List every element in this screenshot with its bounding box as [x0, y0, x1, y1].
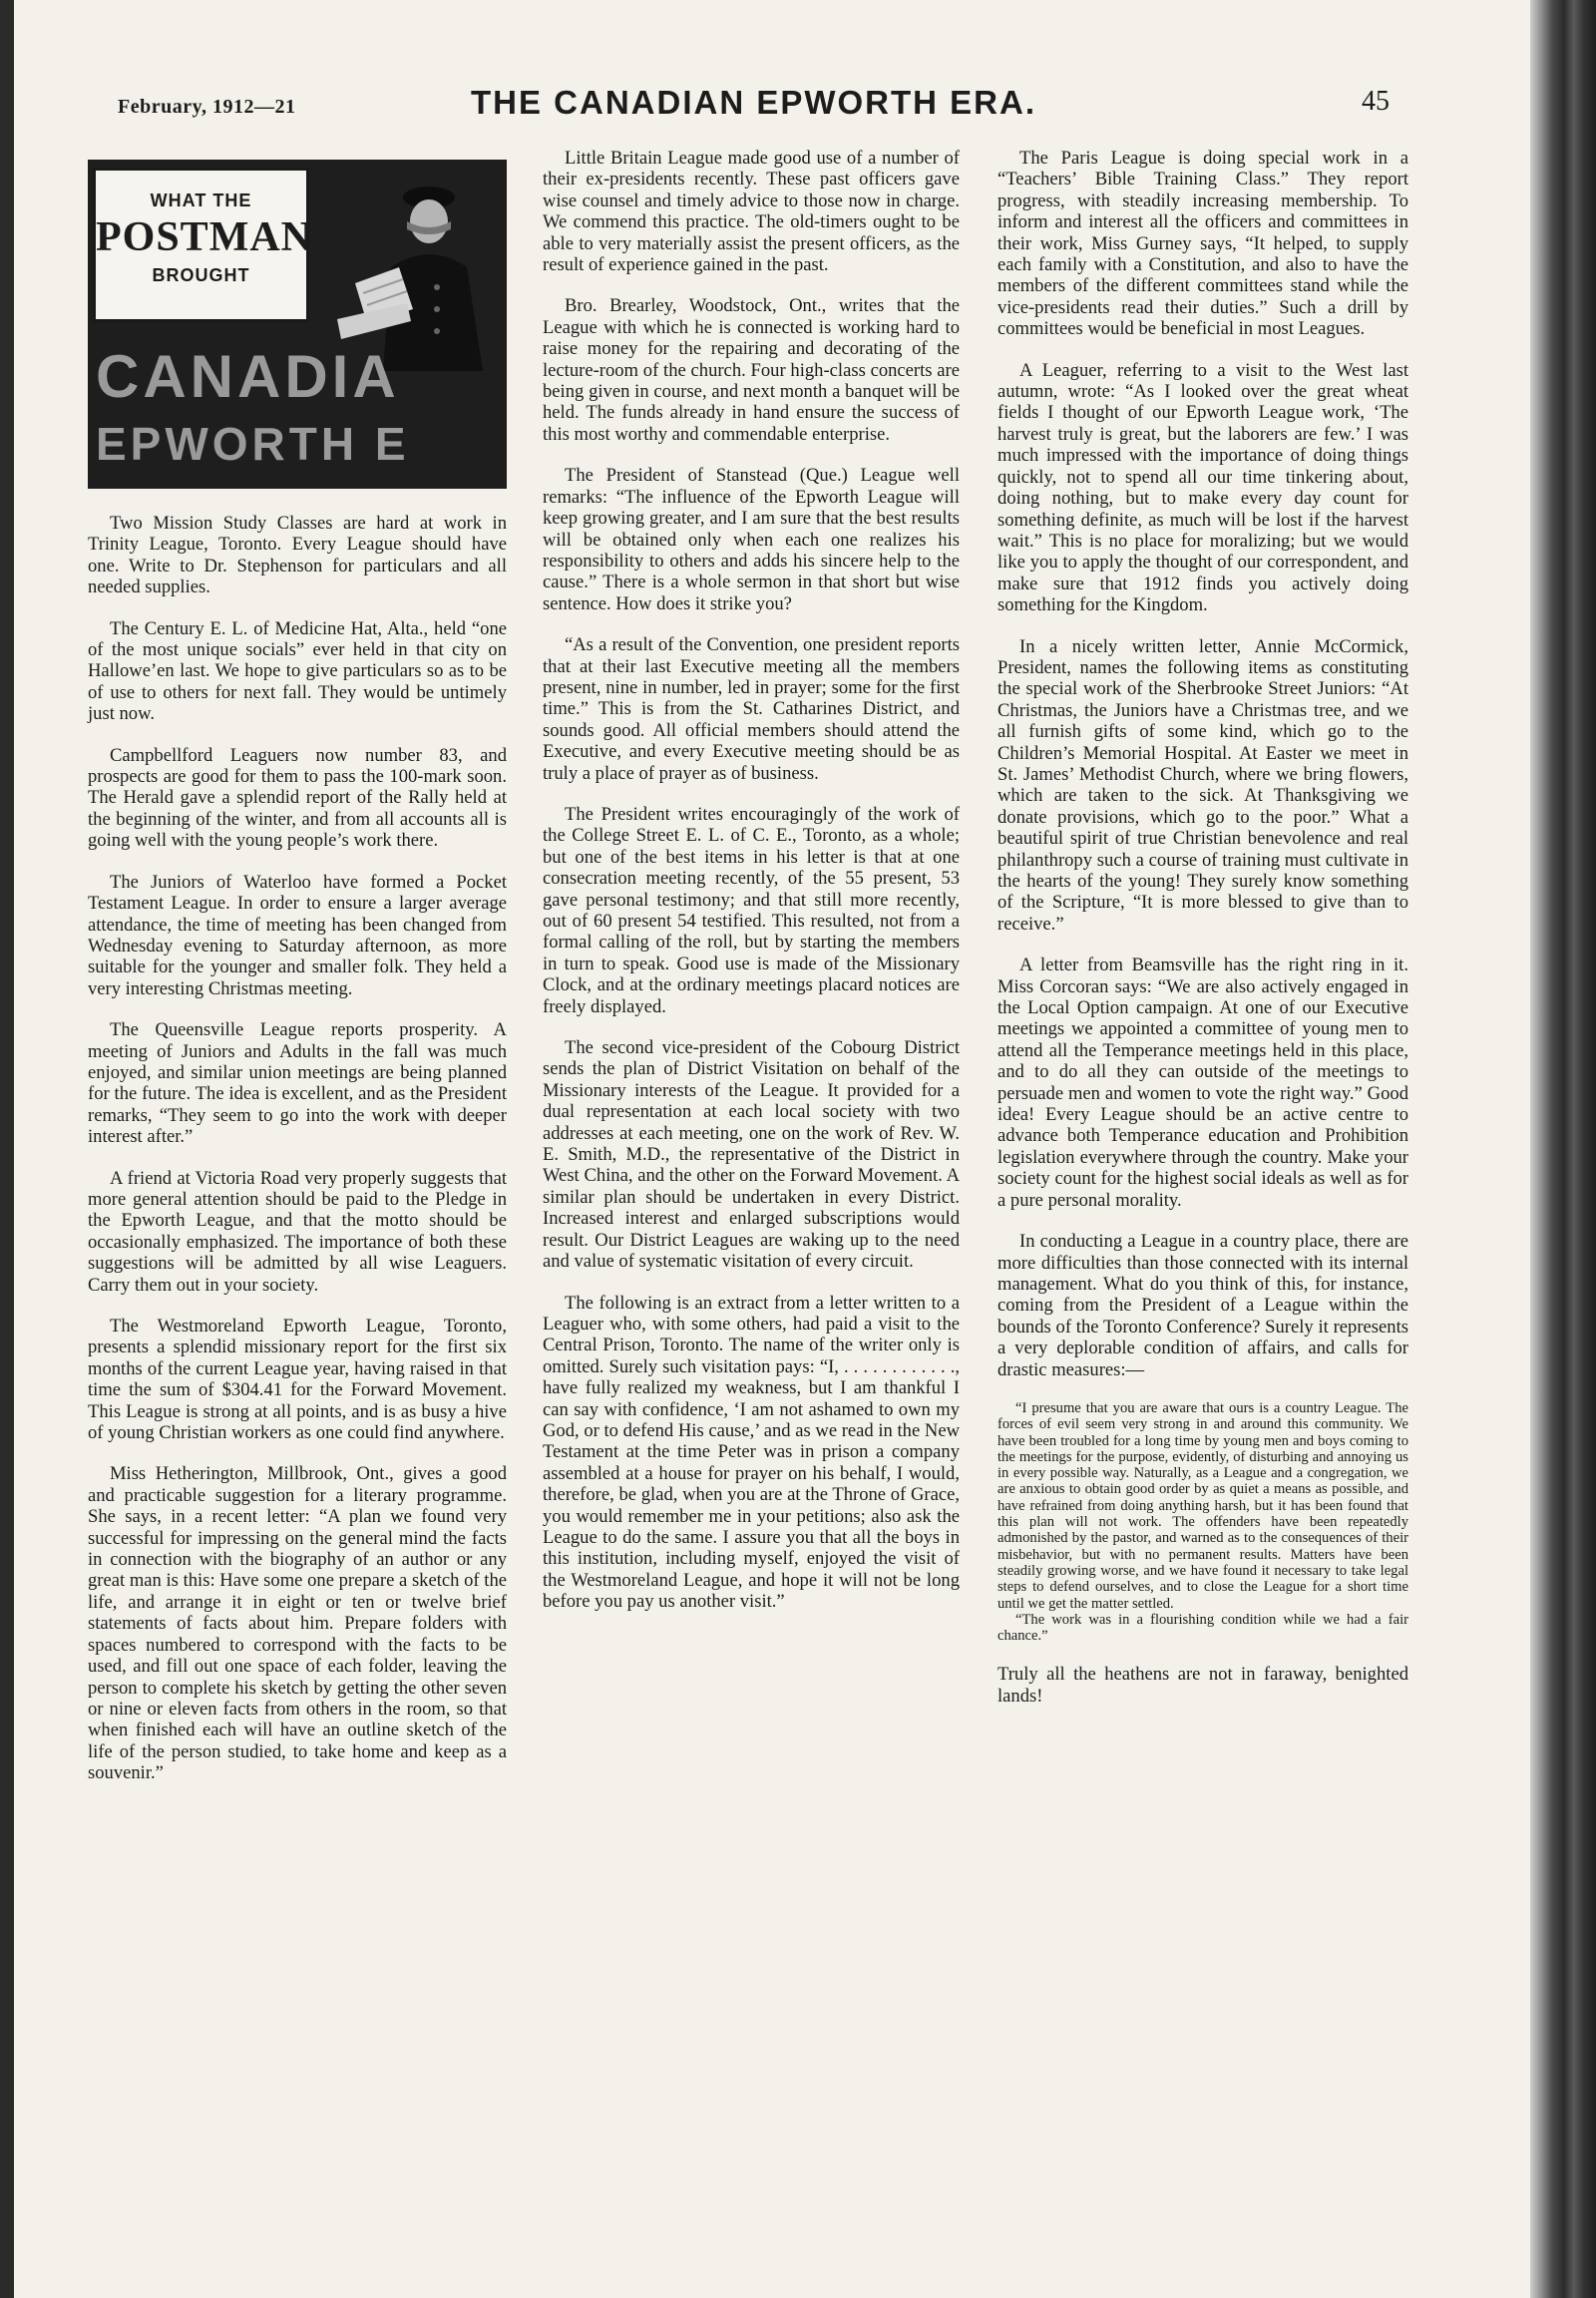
article-paragraph: Campbellford Leaguers now number 83, and prospects are good for them to pass the 100-mark soon. The Herald gave a splendid report of the Rally held at the beginning of the winter, and from all accounts all is going well with the young people’s work there.	[88, 744, 507, 852]
postman-figure-icon	[337, 172, 487, 371]
column-1	[88, 513, 507, 1804]
page-number: 45	[1362, 86, 1390, 117]
article-paragraph: The second vice-president of the Cobourg District sends the plan of District Visitation on behalf of the Missionary interests of the League. It provided for a dual representation at each local society with two addresses at each meeting, one on the work of Rev. W. E. Smith, M.D., the representative of the District in West China, and the other on the Forward Movement. A similar plan should be undertaken in every District. Increased interest and enlarged subscriptions would result. Our District Leagues are waking up to the need and value of systematic visitation of every circuit.	[543, 1037, 960, 1273]
article-paragraph: The following is an extract from a letter written to a Leaguer who, with some others, had paid a visit to the Central Prison, Toronto. The name of the writer only is omitted. Surely such visitation pays: “I, . . . . . . . . . . . ., have fully realized my weakness, but I am thankful I can say with confidence, ‘I am not ashamed to own my God, or to defend His cause,’ and as we read in the New Testament at the time Peter was in prison a company assembled at a house for prayer on his behalf, I would, therefore, be glad, when you are at the Throne of Grace, you would remember me in your petitions; also ask the League to do the same. I assure you that all the boys in this institution, including myself, enjoyed the visit of the Westmoreland League, and hope it will not be long before you pay us another visit.”	[543, 1292, 960, 1613]
article-paragraph: Bro. Brearley, Woodstock, Ont., writes that the League with which he is connected is working hard to raise money for the repairing and decorating of the lecture-room of the church. Four high-class concerts are being given in course, and next month a banquet will be held. The funds already in hand ensure the success of this most worthy and commendable enterprise.	[543, 295, 960, 445]
article-paragraph: Little Britain League made good use of a number of their ex-presidents recently. These past officers gave wise counsel and timely advice to those now in charge. We commend this practice. The old-timers ought to be able to very materially assist the present officers, as the result of experience gained in the past.	[543, 148, 960, 276]
article-paragraph: The Queensville League reports prosperity. A meeting of Juniors and Adults in the fall was much enjoyed, and similar union meetings are being planned for the future. The idea is excellent, and as the President remarks, “They seem to go into the work with deeper interest after.”	[88, 1019, 507, 1148]
article-paragraph: The President of Stanstead (Que.) League well remarks: “The influence of the Epworth League will keep growing greater, and I am sure that the best results will be obtained only when each one realizes his responsibility to others and adds his sincere help to the cause.” There is a whole sermon in that short but wise sentence. How does it strike you?	[543, 465, 960, 614]
article-paragraph: The Juniors of Waterloo have formed a Pocket Testament League. In order to ensure a larger average attendance, the time of meeting has been changed from Wednesday evening to Saturday afternoon, as more suitable for the younger and smaller folk. They held a very interesting Christmas meeting.	[88, 871, 507, 999]
column-2	[543, 148, 960, 1633]
column-3	[998, 148, 1408, 1726]
article-paragraph: The Paris League is doing special work in a “Teachers’ Bible Training Class.” They report progress, with steadily increasing membership. To inform and interest all the officers and committees in their work, Miss Gurney says, “It helped, to supply each family with a Constitution, and also to have the members of the different committees stand while the vice-presidents read their duties.” Such a drill by committees would be beneficial in most Leagues.	[998, 148, 1408, 340]
article-paragraph: A friend at Victoria Road very properly suggests that more general attention should be paid to the Pledge in the Epworth League, and that the motto should be occasionally emphasized. The importance of both these suggestions will be admitted by all wise Leaguers. Carry them out in your society.	[88, 1167, 507, 1296]
caption-line: BROUGHT	[152, 265, 250, 285]
article-paragraph: The President writes encouragingly of the work of the College Street E. L. of C. E., Toronto, as a whole; but one of the best items in his letter is that at one consecration meeting recently, of the 55 present, 53 gave personal testimony; and that still more recently, out of 60 present 54 testified. This resulted, not from a formal calling of the roll, but by starting the members in turn to speak. Good use is made of the Missionary Clock, and at the ordinary meetings placard notices are freely displayed.	[543, 803, 960, 1017]
quoted-letter: “The work was in a flourishing condition while we had a fair chance.”	[998, 1611, 1408, 1645]
article-paragraph: The Century E. L. of Medicine Hat, Alta., held “one of the most unique socials” ever held in that city on Hallowe’en last. We hope to give particulars so as to be of use to others for next fall. They would be untimely just now.	[88, 617, 507, 725]
issue-date: February, 1912—21	[118, 96, 296, 118]
scan-left-edge	[0, 0, 14, 2298]
article-paragraph: A Leaguer, referring to a visit to the West last autumn, wrote: “As I looked over the great wheat fields I thought of our Epworth League work, ‘The harvest truly is great, but the laborers are few.’ I was much impressed with the importance of doing things quickly, not to spend all our time tinkering about, doing nothing, but to make every day count for something definite, as much will be lost if the harvest wait.” This is no place for moralizing; but we would like you to apply the thought of our correspondent, and make sure that 1912 finds you actively doing something for the Kingdom.	[998, 359, 1408, 616]
magazine-cover-text: CANADIA	[96, 343, 400, 410]
magazine-cover-text: EPWORTH E	[96, 418, 410, 470]
article-paragraph: “As a result of the Convention, one president reports that at their last Executive meeting all the members present, nine in number, led in prayer; some for the first time.” This is from the St. Catharines District, and sounds good. All official members should attend the Executive, and every Executive meeting should be as truly a place of prayer as of business.	[543, 634, 960, 784]
article-paragraph: Miss Hetherington, Millbrook, Ont., gives a good and practicable suggestion for a literary programme. She says, in a recent letter: “A plan we found very successful for impressing on the general mind the facts in connection with the biography of an author or any great man is this: Have some one prepare a sketch of the life, and arrange it in eight or ten or twelve brief statements of facts about him. Prepare folders with spaces numbered to correspond with the facts to be used, and fill out one space of each folder, leaving the person to complete his sketch by getting the other seven or nine or eleven facts from others in the room, so that when finished each will have an outline sketch of the life of the person studied, to take home and keep as a souvenir.”	[88, 1463, 507, 1784]
caption-heading: POSTMAN	[96, 214, 312, 260]
page-header	[118, 84, 1390, 128]
article-paragraph: In a nicely written letter, Annie McCormick, President, names the following items as constituting the special work of the Sherbrooke Street Juniors: “At Christmas, the Juniors have a Christmas tree, and we all furnish gifts of some kind, which go to the Children’s Memorial Hospital. At Easter we meet in St. James’ Methodist Church, where we bring flowers, which are taken to the sick. At Thanksgiving we donate provisions, which go to the poor.” What a beautiful spirit of true Christian benevolence and real philanthropy such a course of training must cultivate in the hearts of the young! They surely know something of the Scripture, “It is more blessed to give than to receive.”	[998, 635, 1408, 935]
magazine-title: THE CANADIAN EPWORTH ERA.	[471, 84, 1036, 121]
quoted-letter: “I presume that you are aware that ours is a country League. The forces of evil seem very strong in and around this community. We have been troubled for a long time by young men and boys coming to the meetings for the purpose, evidently, of disturbing and annoying us in every possible way. Naturally, as a League and a congregation, we are anxious to obtain good order by as quiet a means as possible, and have refrained from doing anything harsh, but it has been found that this plan will not work. The offenders have been repeatedly admonished by the pastor, and warned as to the consequences of their misbehavior, but with no permanent results. Matters have been steadily growing worse, and we have found it necessary to take legal steps to defend ourselves, and to close the League for a short time until we get the matter settled.	[998, 1399, 1408, 1612]
article-paragraph: In conducting a League in a country place, there are more difficulties than those connected with its internal management. What do you think of this, for instance, coming from the President of a League within the bounds of the Toronto Conference? Surely it represents a very deplorable condition of affairs, and calls for drastic measures:—	[998, 1231, 1408, 1380]
article-paragraph: The Westmoreland Epworth League, Toronto, presents a splendid missionary report for the first six months of the current League year, having raised in that time the sum of $304.41 for the Forward Movement. This League is strong at all points, and is as busy a hive of young Christian workers as one could find anywhere.	[88, 1316, 507, 1444]
closing-remark: Truly all the heathens are not in faraway, benighted lands!	[998, 1664, 1408, 1707]
postman-caption-box	[93, 168, 312, 322]
caption-line: WHAT THE	[150, 191, 252, 210]
postman-illustration	[88, 160, 507, 489]
book-page-edges	[1530, 0, 1596, 2298]
article-paragraph: A letter from Beamsville has the right ring in it. Miss Corcoran says: “We are also actively engaged in the Local Option campaign. At one of our Executive meetings we appointed a committee of young men to attend all the Temperance meetings held in this place, and to do all they can outside of the meetings to persuade men and women to vote the right way.” Good idea! Every League should be an active centre to advance both Temperance education and Prohibition legislation everywhere through the country. Make your society count for the highest social ideals as well as for a pure personal morality.	[998, 955, 1408, 1211]
article-paragraph: Two Mission Study Classes are hard at work in Trinity League, Toronto. Every League should have one. Write to Dr. Stephenson for particulars and all needed supplies.	[88, 513, 507, 598]
